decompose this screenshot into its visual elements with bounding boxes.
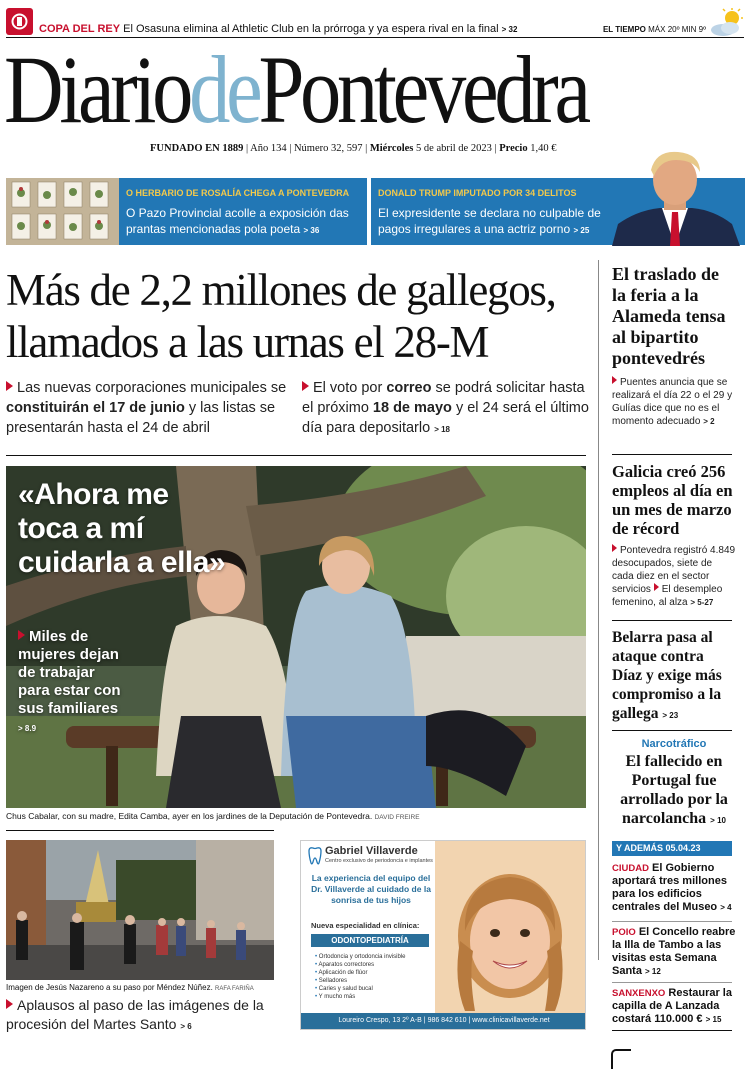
ad-service: • Y mucho más — [315, 994, 356, 1000]
procession-caption: Imagen de Jesús Nazareno a su paso por Méndez Núñez. RAFA FARIÑA — [6, 983, 254, 992]
procession-photo[interactable] — [6, 840, 274, 980]
ademas-header: Y ADEMÁS 05.04.23 — [612, 841, 732, 856]
divider — [612, 620, 732, 621]
bullet-icon — [6, 999, 13, 1009]
ad-new-label: Nueva especialidad en clínica: — [311, 921, 420, 930]
trump-text: El expresidente se declara no culpable de pagos irregulares a una actriz porno > 25 — [378, 206, 601, 236]
divider — [612, 730, 732, 731]
ad-phone: 986 842 610 — [427, 1017, 467, 1024]
masthead-title[interactable] — [4, 36, 642, 143]
ad-service: • Aparatos correctores — [315, 962, 375, 968]
ad-specialty: ODONTOPEDIATRÍA — [311, 934, 429, 947]
founded-label: FUNDADO EN — [150, 143, 220, 154]
ad-service: • Ortodoncia y ortodoncia invisible — [315, 954, 406, 960]
sidebar-story-1[interactable] — [612, 264, 736, 428]
photo-caption: Chus Cabalar, con su madre, Edita Camba, ayer en los jardines de la Deputación de Pontevedra. DAVID FREIRE — [6, 811, 420, 821]
banner-herbario[interactable] — [6, 178, 367, 245]
trump-photo — [608, 146, 742, 246]
masthead-part1: Diario — [4, 36, 190, 143]
edition-info: FUNDADO EN 1889 | Año 134 | Número 32, 597 | Miércoles 5 de abril de 2023 | Precio 1,40 € — [150, 143, 557, 154]
topbar-page: > 32 — [501, 25, 518, 34]
herbario-kicker: O HERBARIO DE ROSALÍA CHEGA A PONTEVEDRA — [126, 188, 350, 198]
story4-kicker: Narcotráfico — [641, 738, 707, 750]
story4-head: El fallecido en Portugal fue arrollado por la narcolancha > 10 — [620, 753, 728, 827]
bullet-icon — [302, 381, 309, 391]
divider — [612, 454, 732, 455]
herbario-page: > 36 — [303, 226, 320, 235]
ad-pitch: La experiencia del equipo del Dr. Villaverde al cuidado de la sonrisa de tus hijos — [311, 873, 431, 905]
story1-head: El traslado de la feria a la Alameda tensa al bipartito pontevedrés — [612, 264, 726, 368]
bullet-icon — [612, 544, 617, 552]
edition-number: Número 32, 597 — [293, 143, 363, 154]
trump-kicker: DONALD TRUMP IMPUTADO POR 34 DELITOS — [378, 188, 577, 198]
weather[interactable] — [603, 25, 706, 34]
herbario-text: O Pazo Provincial acolle a exposición das prantas mencionadas pola poeta > 36 — [126, 206, 349, 236]
weather-values: MÁX 20º MIN 9º — [648, 25, 706, 34]
photo-quote: «Ahora me toca a mí cuidarla a ella» — [18, 478, 226, 579]
ademas-item-1[interactable]: CIUDAD El Gobierno aportará tres millones para los edificios centrales del Museo > 4 — [612, 862, 732, 913]
sidebar-story-2[interactable] — [612, 462, 736, 609]
barcode-corner-icon — [611, 1049, 631, 1069]
ad-tagline: Centro exclusivo de periodoncia e implantes — [325, 858, 433, 864]
topbar-section: COPA DEL REY — [39, 23, 121, 35]
ad-services — [315, 953, 435, 1001]
topbar — [6, 8, 744, 38]
photo-page: > 8.9 — [18, 724, 37, 733]
clinic-ad[interactable] — [300, 840, 586, 1030]
story2-text: Pontevedra registró 4.849 desocupados, siete de cada diez en el sector servicios El desempleo femenino, al alza > 5-27 — [612, 545, 736, 608]
lead-bullet-1[interactable]: Las nuevas corporaciones municipales se constituirán el 17 de junio y las listas se presentarán hasta el 24 de abril — [6, 380, 287, 436]
edition-year: Año 134 — [250, 143, 287, 154]
ad-tooth-icon — [307, 847, 323, 865]
story2-head: Galicia creó 256 empleos al día en un mes de marzo de récord — [612, 462, 733, 538]
ad-service: • Selladores — [315, 978, 348, 984]
ad-address: Loureiro Crespo, 13 2º A-B — [338, 1017, 422, 1024]
bullet-icon — [18, 630, 25, 640]
topbar-news-link[interactable] — [39, 23, 517, 35]
bullet-icon — [6, 381, 13, 391]
masthead-part3: Pontevedra — [258, 36, 587, 143]
edition-date: 5 de abril de 2023 — [416, 143, 492, 154]
procession-text[interactable]: Aplausos al paso de las imágenes de la procesión del Martes Santo > 6 — [6, 997, 264, 1032]
bullet2-page: > 18 — [434, 425, 450, 434]
newspaper-logo-icon — [6, 8, 33, 35]
sidebar-story-3[interactable]: Belarra pasa al ataque contra Díaz y exige más compromiso a la gallega > 23 — [612, 629, 722, 722]
topbar-text: El Osasuna elimina al Athletic Club en la prórroga y ya espera rival en la final — [123, 23, 499, 35]
ad-name: Gabriel Villaverde — [325, 845, 418, 857]
divider — [612, 1030, 732, 1031]
sidebar-story-4[interactable] — [612, 738, 736, 830]
divider — [612, 921, 732, 922]
founded-year: 1889 — [222, 143, 244, 154]
lead-headline[interactable]: Más de 2,2 millones de gallegos, llamados a las urnas el 28-M — [6, 265, 556, 367]
ad-web[interactable]: www.clinicavillaverde.net — [472, 1017, 550, 1024]
ad-service: • Aplicación de flúor — [315, 970, 368, 976]
ademas-item-3[interactable]: SANXENXO Restaurar la capilla de A Lanzada costará 110.000 € > 15 — [612, 987, 732, 1025]
ad-service: • Caries y salud bucal — [315, 986, 373, 992]
column-divider — [598, 260, 599, 960]
divider — [6, 455, 586, 456]
price-label: Precio — [499, 143, 528, 154]
bullet-icon — [654, 583, 659, 591]
procession-credit: RAFA FARIÑA — [215, 986, 254, 992]
price-value: 1,40 € — [530, 143, 557, 154]
weather-label: EL TIEMPO — [602, 25, 646, 34]
divider — [612, 982, 732, 983]
story1-text: Puentes anuncia que se realizará el día 22 o el 29 y Gulías dice que no es el momento adecuado > 2 — [612, 377, 733, 427]
ad-footer: Loureiro Crespo, 13 2º A-B | 986 842 610 | www.clinicavillaverde.net — [301, 1013, 586, 1029]
photo-sub: Miles de mujeres dejan de trabajar para estar con sus familiares > 8.9 — [18, 628, 121, 733]
herbario-photo — [6, 178, 119, 245]
photo-credit: DAVID FREIRE — [374, 814, 420, 821]
lead-bullet-2[interactable]: El voto por correo se podrá solicitar hasta el próximo 18 de mayo y el 24 será el último día para depositarlo > 18 — [302, 380, 589, 436]
ad-photo — [435, 841, 585, 1013]
edition-weekday: Miércoles — [369, 143, 414, 154]
partly-sunny-icon — [708, 8, 744, 38]
divider — [6, 830, 274, 831]
ademas-item-2[interactable]: POIO El Concello reabre la Illa de Tambo a las visitas esta Semana Santa > 12 — [612, 926, 736, 977]
masthead-part2: de — [189, 36, 259, 143]
trump-page: > 25 — [573, 226, 590, 235]
bullet-icon — [612, 376, 617, 384]
